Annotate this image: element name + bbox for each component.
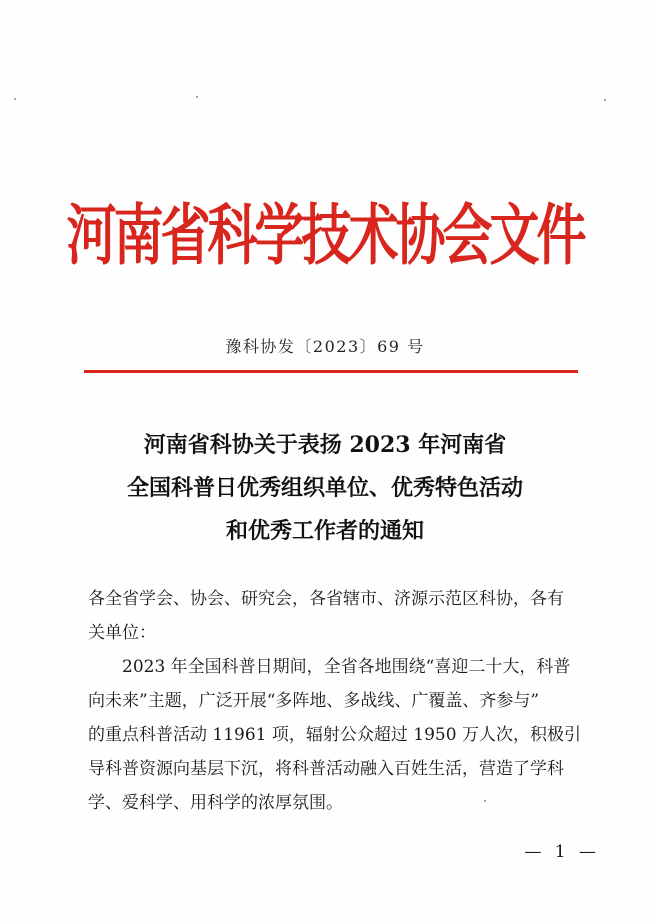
scan-speck	[14, 98, 16, 100]
text-line: 的重点科普活动 11961 项，辐射公众超过 1950 万人次，积极引	[88, 725, 581, 745]
text-line: 2023 年全国科普日期间，全省各地围绕“喜迎二十大，科普	[122, 657, 571, 677]
text-line: 各全省学会、协会、研究会，各省辖市、济源示范区科协，各有	[88, 589, 564, 609]
text-line: 关单位：	[88, 623, 156, 643]
notice-body	[88, 582, 581, 820]
issuing-organization-title: 河南省科学技术协会文件	[66, 197, 584, 274]
notice-title-line: 全国科普日优秀组织单位、优秀特色活动	[126, 475, 523, 501]
text-line: 学、爱科学、用科学的浓厚氛围。	[88, 793, 343, 813]
page-number: — 1 —	[524, 842, 600, 862]
document-number: 豫科协发〔2023〕69 号	[225, 337, 425, 356]
notice-title	[0, 424, 650, 553]
text-line: 向未来”主题，广泛开展“多阵地、多战线、广覆盖、齐参与”	[88, 691, 540, 711]
text-line: 导科普资源向基层下沉，将科普活动融入百姓生活，营造了学科	[88, 759, 564, 779]
red-divider-line	[84, 370, 578, 373]
notice-title-line: 和优秀工作者的通知	[225, 518, 424, 544]
body-paragraph	[88, 650, 581, 820]
salutation	[88, 582, 578, 650]
scan-speck	[604, 99, 606, 101]
scan-speck	[196, 96, 198, 98]
notice-title-line: 河南省科协关于表扬 2023 年河南省	[143, 432, 507, 458]
